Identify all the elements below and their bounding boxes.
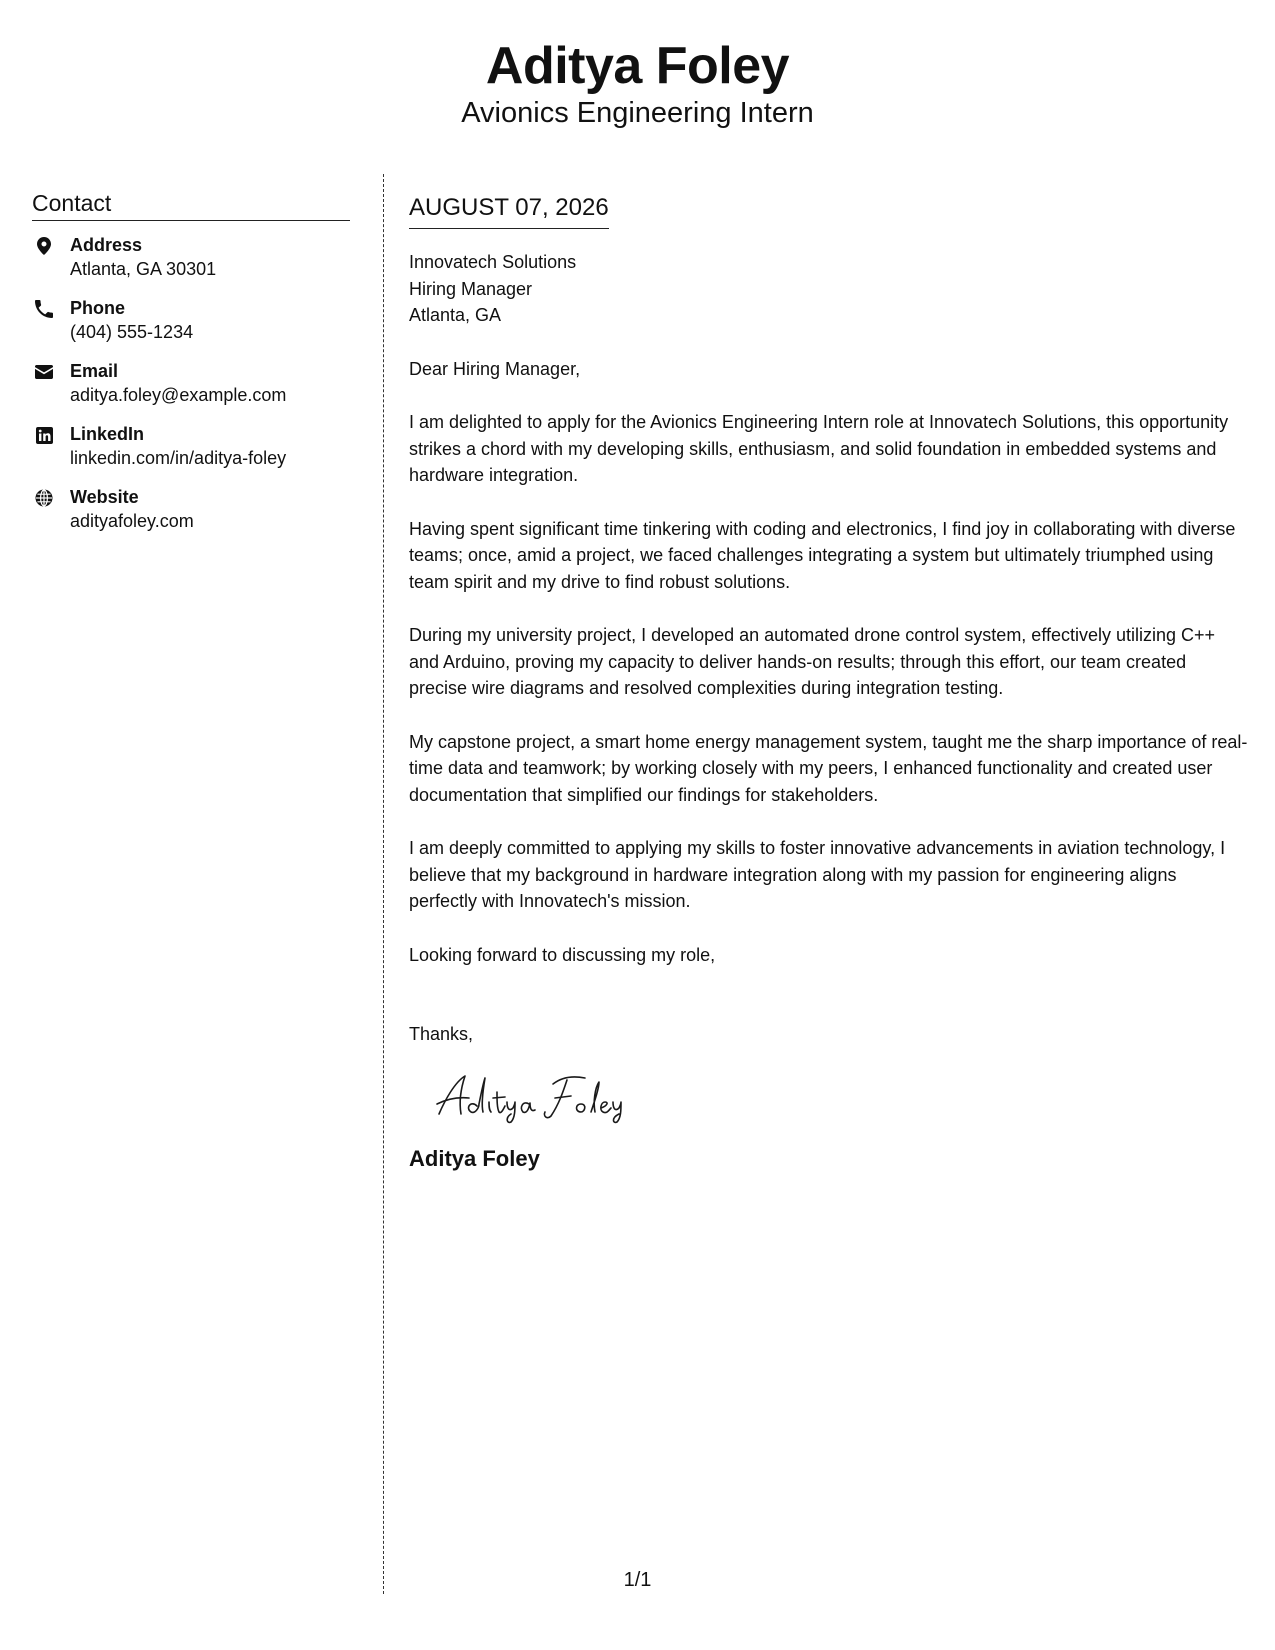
recipient-block [409, 249, 1249, 329]
envelope-icon [35, 363, 53, 381]
salutation: Dear Hiring Manager, [409, 358, 581, 379]
contact-value: adityafoley.com [70, 511, 194, 531]
handwritten-signature [435, 1070, 645, 1124]
body-paragraph: I am deeply committed to applying my skills to foster innovative advancements in aviation technology, I believe that my background in hardware integration along with my passion for engineering aligns perfectly with Innovatech's mission. [409, 838, 1226, 911]
contact-label: Address [70, 235, 143, 255]
contact-list [32, 233, 350, 535]
body-paragraph: Having spent significant time tinkering with coding and electronics, I find joy in collaborating with diverse teams; once, amid a project, we faced challenges integrating a system but ultimately triumphed using team spirit and my drive to find robust solutions. [409, 518, 1236, 592]
contact-item-email [32, 359, 350, 409]
contact-value: aditya.foley@example.com [70, 385, 287, 405]
letter-header [0, 36, 1275, 130]
contact-value: linkedin.com/in/aditya-foley [70, 448, 287, 468]
closing-line: Looking forward to discussing my role, [409, 944, 716, 965]
contact-item-phone [32, 296, 350, 346]
linkedin-icon [35, 426, 53, 444]
body-paragraph: During my university project, I developed an automated drone control system, effectively utilizing C++ and Arduino, proving my capacity to deliver hands-on results; through this effort, our team created precise wire diagrams and resolved complexities during integration testing. [409, 625, 1216, 698]
contact-item-linkedin [32, 422, 350, 472]
contact-label: LinkedIn [70, 424, 145, 444]
map-pin-icon [35, 237, 53, 255]
contact-value: (404) 555-1234 [70, 322, 194, 342]
recipient-title: Hiring Manager [409, 278, 533, 299]
contact-sidebar [32, 188, 350, 548]
page-number: 1/1 [623, 1569, 652, 1591]
contact-item-website [32, 485, 350, 535]
applicant-role: Avionics Engineering Intern [461, 97, 814, 129]
globe-icon [35, 489, 53, 507]
letter-body [409, 190, 1249, 1174]
applicant-name: Aditya Foley [485, 37, 790, 95]
sign-off: Thanks, [409, 1024, 474, 1044]
contact-item-address [32, 233, 350, 283]
contact-label: Email [70, 361, 119, 381]
body-paragraph: I am delighted to apply for the Avionics Engineering Intern role at Innovatech Solutions, this opportunity strikes a chord with my developing skills, enthusiasm, and solid foundation in embedded systems and hardware integration. [409, 412, 1229, 485]
column-divider [383, 174, 384, 1594]
contact-label: Phone [70, 298, 126, 318]
letter-date: AUGUST 07, 2026 [409, 192, 609, 229]
signed-name: Aditya Foley [409, 1145, 540, 1171]
contact-section-title: Contact [32, 188, 350, 221]
contact-label: Website [70, 487, 139, 507]
contact-value: Atlanta, GA 30301 [70, 259, 217, 279]
phone-icon [35, 300, 53, 318]
recipient-location: Atlanta, GA [409, 305, 502, 325]
body-paragraph: My capstone project, a smart home energy management system, taught me the sharp importance of real-time data and teamwork; by working closely with my peers, I enhanced functionality and created user documentation that simplified our findings for stakeholders. [409, 731, 1248, 805]
recipient-company: Innovatech Solutions [409, 252, 577, 272]
